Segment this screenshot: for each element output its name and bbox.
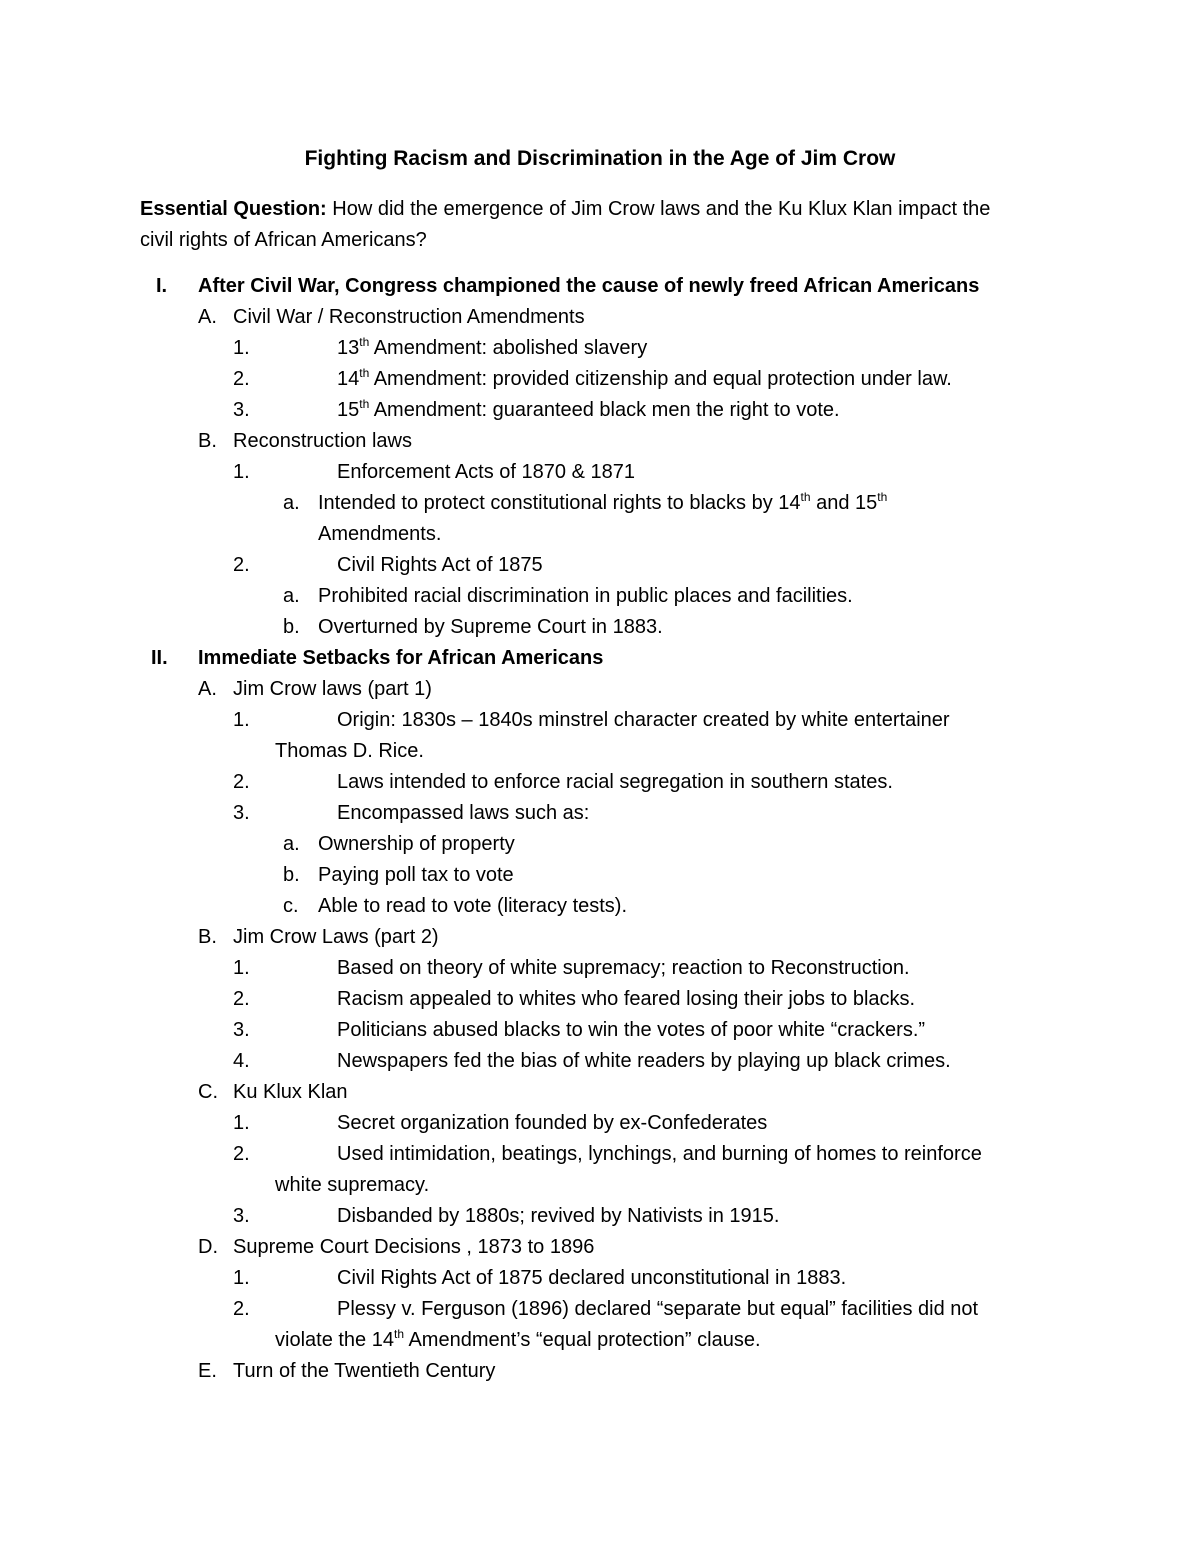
point-text-rest: Amendment: abolished slavery [369, 337, 648, 359]
point-number: 2. [233, 1298, 250, 1320]
subpoint-text-mid: and 15 [810, 492, 878, 514]
subpoint-text-main: Intended to protect constitutional rights to blacks by 14 [318, 492, 801, 514]
point-text: Plessy v. Ferguson (1896) declared “separate but equal” facilities did not [337, 1298, 979, 1320]
essential-question-label: Essential Question: [140, 198, 327, 220]
essential-question [140, 194, 1070, 256]
point-text: Laws intended to enforce racial segregation in southern states. [337, 771, 893, 793]
subpoint-text: Overturned by Supreme Court in 1883. [318, 616, 663, 638]
point-text: Civil Rights Act of 1875 declared unconstitutional in 1883. [337, 1267, 847, 1289]
superscript: th [800, 490, 811, 504]
essential-question-text: How did the emergence of Jim Crow laws and the Ku Klux Klan impact the [326, 198, 991, 220]
section-title: After Civil War, Congress championed the cause of newly freed African Americans [198, 275, 980, 297]
point-text-cont: white supremacy. [275, 1174, 430, 1196]
point-text-rest: Amendment: guaranteed black men the right to vote. [369, 399, 840, 421]
document-title: Fighting Racism and Discrimination in the Age of Jim Crow [304, 147, 896, 170]
point-text: Newspapers fed the bias of white readers by playing up black crimes. [337, 1050, 951, 1072]
item-letter: E. [198, 1360, 217, 1382]
subpoint-letter: a. [283, 585, 300, 607]
point-text: Origin: 1830s – 1840s minstrel character created by white entertainer [337, 709, 950, 731]
point-text-rest: Amendment: provided citizenship and equal protection under law. [369, 368, 952, 390]
point-number: 2. [233, 554, 250, 576]
item-letter: D. [198, 1236, 218, 1258]
item-text: Jim Crow Laws (part 2) [233, 926, 439, 948]
point-number: 2. [233, 368, 250, 390]
point-number: 1. [233, 461, 250, 483]
subpoint-letter: a. [283, 833, 300, 855]
roman-numeral: II. [151, 647, 168, 669]
subpoint-text: Prohibited racial discrimination in public places and facilities. [318, 585, 853, 607]
point-number: 1. [233, 337, 250, 359]
point-number: 3. [233, 1019, 250, 1041]
item-text: Civil War / Reconstruction Amendments [233, 306, 585, 328]
point-number: 3. [233, 1205, 250, 1227]
point-text: Based on theory of white supremacy; reaction to Reconstruction. [337, 957, 910, 979]
item-text: Supreme Court Decisions , 1873 to 1896 [233, 1236, 595, 1258]
subpoint-text: Paying poll tax to vote [318, 864, 514, 886]
item-letter: A. [198, 678, 217, 700]
essential-question-text-cont: civil rights of African Americans? [140, 229, 427, 251]
point-number: 2. [233, 988, 250, 1010]
point-number: 4. [233, 1050, 250, 1072]
subpoint-letter: b. [283, 864, 300, 886]
item-letter: A. [198, 306, 217, 328]
point-number: 1. [233, 709, 250, 731]
item-letter: C. [198, 1081, 218, 1103]
point-number: 1. [233, 1112, 250, 1134]
point-text: Disbanded by 1880s; revived by Nativists in 1915. [337, 1205, 780, 1227]
point-text-cont-rest: Amendment’s “equal protection” clause. [404, 1329, 761, 1351]
point-text-main: 14 [337, 368, 360, 390]
item-letter: B. [198, 926, 217, 948]
superscript: th [359, 397, 370, 411]
subpoint-text [318, 488, 887, 519]
point-text: Used intimidation, beatings, lynchings, and burning of homes to reinforce [337, 1143, 982, 1165]
subpoint-letter: a. [283, 492, 300, 514]
superscript: th [359, 335, 370, 349]
point-text: Civil Rights Act of 1875 [337, 554, 543, 576]
item-text: Ku Klux Klan [233, 1081, 348, 1103]
roman-numeral: I. [156, 275, 168, 297]
point-text: Racism appealed to whites who feared losing their jobs to blacks. [337, 988, 916, 1010]
item-text: Turn of the Twentieth Century [233, 1360, 496, 1382]
point-text [337, 333, 647, 364]
subpoint-text: Able to read to vote (literacy tests). [318, 895, 628, 917]
subpoint-text-cont: Amendments. [318, 523, 442, 545]
point-text-main: 15 [337, 399, 360, 421]
point-text [337, 364, 952, 395]
point-text: Enforcement Acts of 1870 & 1871 [337, 461, 635, 483]
subpoint-letter: c. [283, 895, 299, 917]
item-text: Reconstruction laws [233, 430, 412, 452]
subpoint-text: Ownership of property [318, 833, 515, 855]
point-text-cont: Thomas D. Rice. [275, 740, 424, 762]
subpoint-letter: b. [283, 616, 300, 638]
point-number: 1. [233, 957, 250, 979]
superscript: th [393, 1327, 404, 1341]
item-text: Jim Crow laws (part 1) [233, 678, 432, 700]
point-number: 1. [233, 1267, 250, 1289]
point-text-cont-main: violate the 14 [275, 1329, 394, 1351]
point-text [337, 395, 840, 426]
point-text-main: 13 [337, 337, 360, 359]
superscript: th [359, 366, 370, 380]
item-letter: B. [198, 430, 217, 452]
point-number: 2. [233, 1143, 250, 1165]
point-text: Encompassed laws such as: [337, 802, 590, 824]
point-text: Secret organization founded by ex-Confederates [337, 1112, 768, 1134]
point-number: 3. [233, 802, 250, 824]
point-text-cont [275, 1325, 761, 1356]
superscript: th [877, 490, 888, 504]
point-number: 2. [233, 771, 250, 793]
point-number: 3. [233, 399, 250, 421]
point-text: Politicians abused blacks to win the votes of poor white “crackers.” [337, 1019, 926, 1041]
section-title: Immediate Setbacks for African Americans [198, 647, 604, 669]
